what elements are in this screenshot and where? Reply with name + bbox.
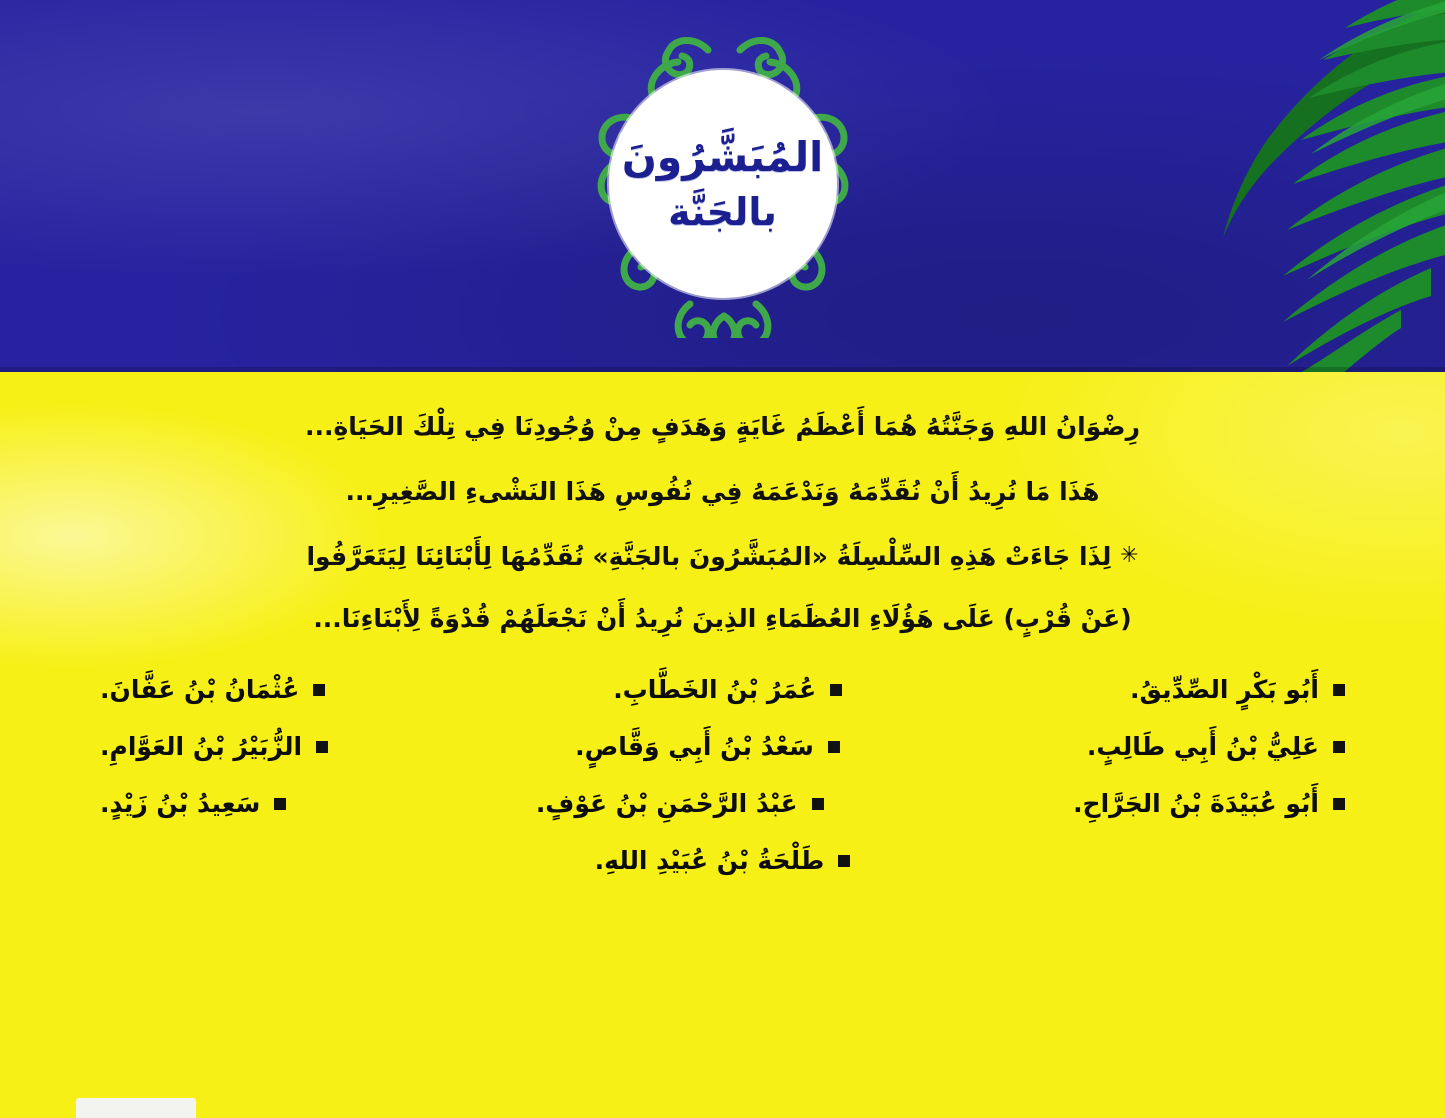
logo-text <box>609 70 837 298</box>
square-bullet-icon <box>828 741 840 753</box>
names-row <box>100 789 1345 818</box>
square-bullet-icon <box>1333 741 1345 753</box>
palm-leaf-icon <box>915 0 1445 372</box>
intro-paragraph-1: رِضْوَانُ اللهِ وَجَنَّتُهُ هُمَا أَعْظَمُ غَايَةٍ وَهَدَفٍ مِنْ وُجُودِنَا فِي تِلْكَ الحَيَاةِ... <box>305 412 1140 441</box>
cover-body <box>0 372 1445 1118</box>
list-item <box>595 846 851 875</box>
intro-paragraph-4: (عَنْ قُرْبٍ) عَلَى هَؤُلَاءِ العُظَمَاءِ الذِينَ نُرِيدُ أَنْ نَجْعَلَهُمْ قُدْوَةً لِأَبْنَاءِنَا... <box>313 604 1132 634</box>
list-item <box>100 789 286 818</box>
intro-paragraph-3-text: لِذَا جَاءَتْ هَذِهِ السِّلْسِلَةُ «المُبَشَّرُونَ بالجَنَّةِ» نُقَدِّمُهَا لِأَبْنَائِنَا لِيَتَعَرَّفُوا <box>306 541 1112 571</box>
list-item-label: عَلِيُّ بْنُ أَبِي طَالِبٍ. <box>1086 732 1319 761</box>
square-bullet-icon <box>274 798 286 810</box>
scan-artifact <box>76 1098 196 1118</box>
square-bullet-icon <box>313 684 325 696</box>
list-item <box>613 675 842 704</box>
list-item-label: سَعْدُ بْنُ أَبِي وَقَّاصٍ. <box>575 732 814 761</box>
names-row <box>100 732 1345 761</box>
companions-list <box>0 675 1445 875</box>
square-bullet-icon <box>1333 684 1345 696</box>
list-item-label: سَعِيدُ بْنُ زَيْدٍ. <box>100 789 261 818</box>
series-logo <box>558 28 888 338</box>
list-item <box>1087 732 1345 761</box>
list-item-label: عَبْدُ الرَّحْمَنِ بْنُ عَوْفٍ. <box>535 789 798 818</box>
list-item <box>1073 789 1345 818</box>
square-bullet-icon <box>830 684 842 696</box>
square-bullet-icon <box>1333 798 1345 810</box>
square-bullet-icon <box>838 855 850 867</box>
cover-header-band <box>0 0 1445 372</box>
list-item-label: طَلْحَةُ بْنُ عُبَيْدِ اللهِ. <box>594 846 825 875</box>
intro-paragraph-3 <box>0 538 1445 577</box>
list-item-label: الزُّبَيْرُ بْنُ العَوَّامِ. <box>100 732 303 761</box>
logo-title-line2: بالجَنَّة <box>668 189 777 234</box>
list-item-label: عُمَرُ بْنُ الخَطَّابِ. <box>613 675 817 704</box>
star-bullet-icon: ✳ <box>1120 542 1139 568</box>
square-bullet-icon <box>316 741 328 753</box>
list-item <box>100 675 325 704</box>
names-row <box>100 675 1345 704</box>
intro-paragraph-2: هَذَا مَا نُرِيدُ أَنْ نُقَدِّمَهُ وَنَدْعَمَهُ فِي نُفُوسِ هَذَا النَشْىءِ الصَّغِيرِ... <box>345 476 1100 506</box>
list-item <box>1130 675 1345 704</box>
list-item <box>575 732 840 761</box>
list-item-label: أَبُو بَكْرٍ الصِّدِّيقُ. <box>1130 675 1319 704</box>
names-row <box>100 846 1345 875</box>
list-item <box>100 732 328 761</box>
list-item <box>536 789 824 818</box>
square-bullet-icon <box>812 798 824 810</box>
list-item-label: أَبُو عُبَيْدَةَ بْنُ الجَرَّاحِ. <box>1073 789 1319 818</box>
logo-title-line1: المُبَشَّرُونَ <box>621 132 824 181</box>
list-item-label: عُثْمَانُ بْنُ عَفَّانَ. <box>100 675 300 704</box>
